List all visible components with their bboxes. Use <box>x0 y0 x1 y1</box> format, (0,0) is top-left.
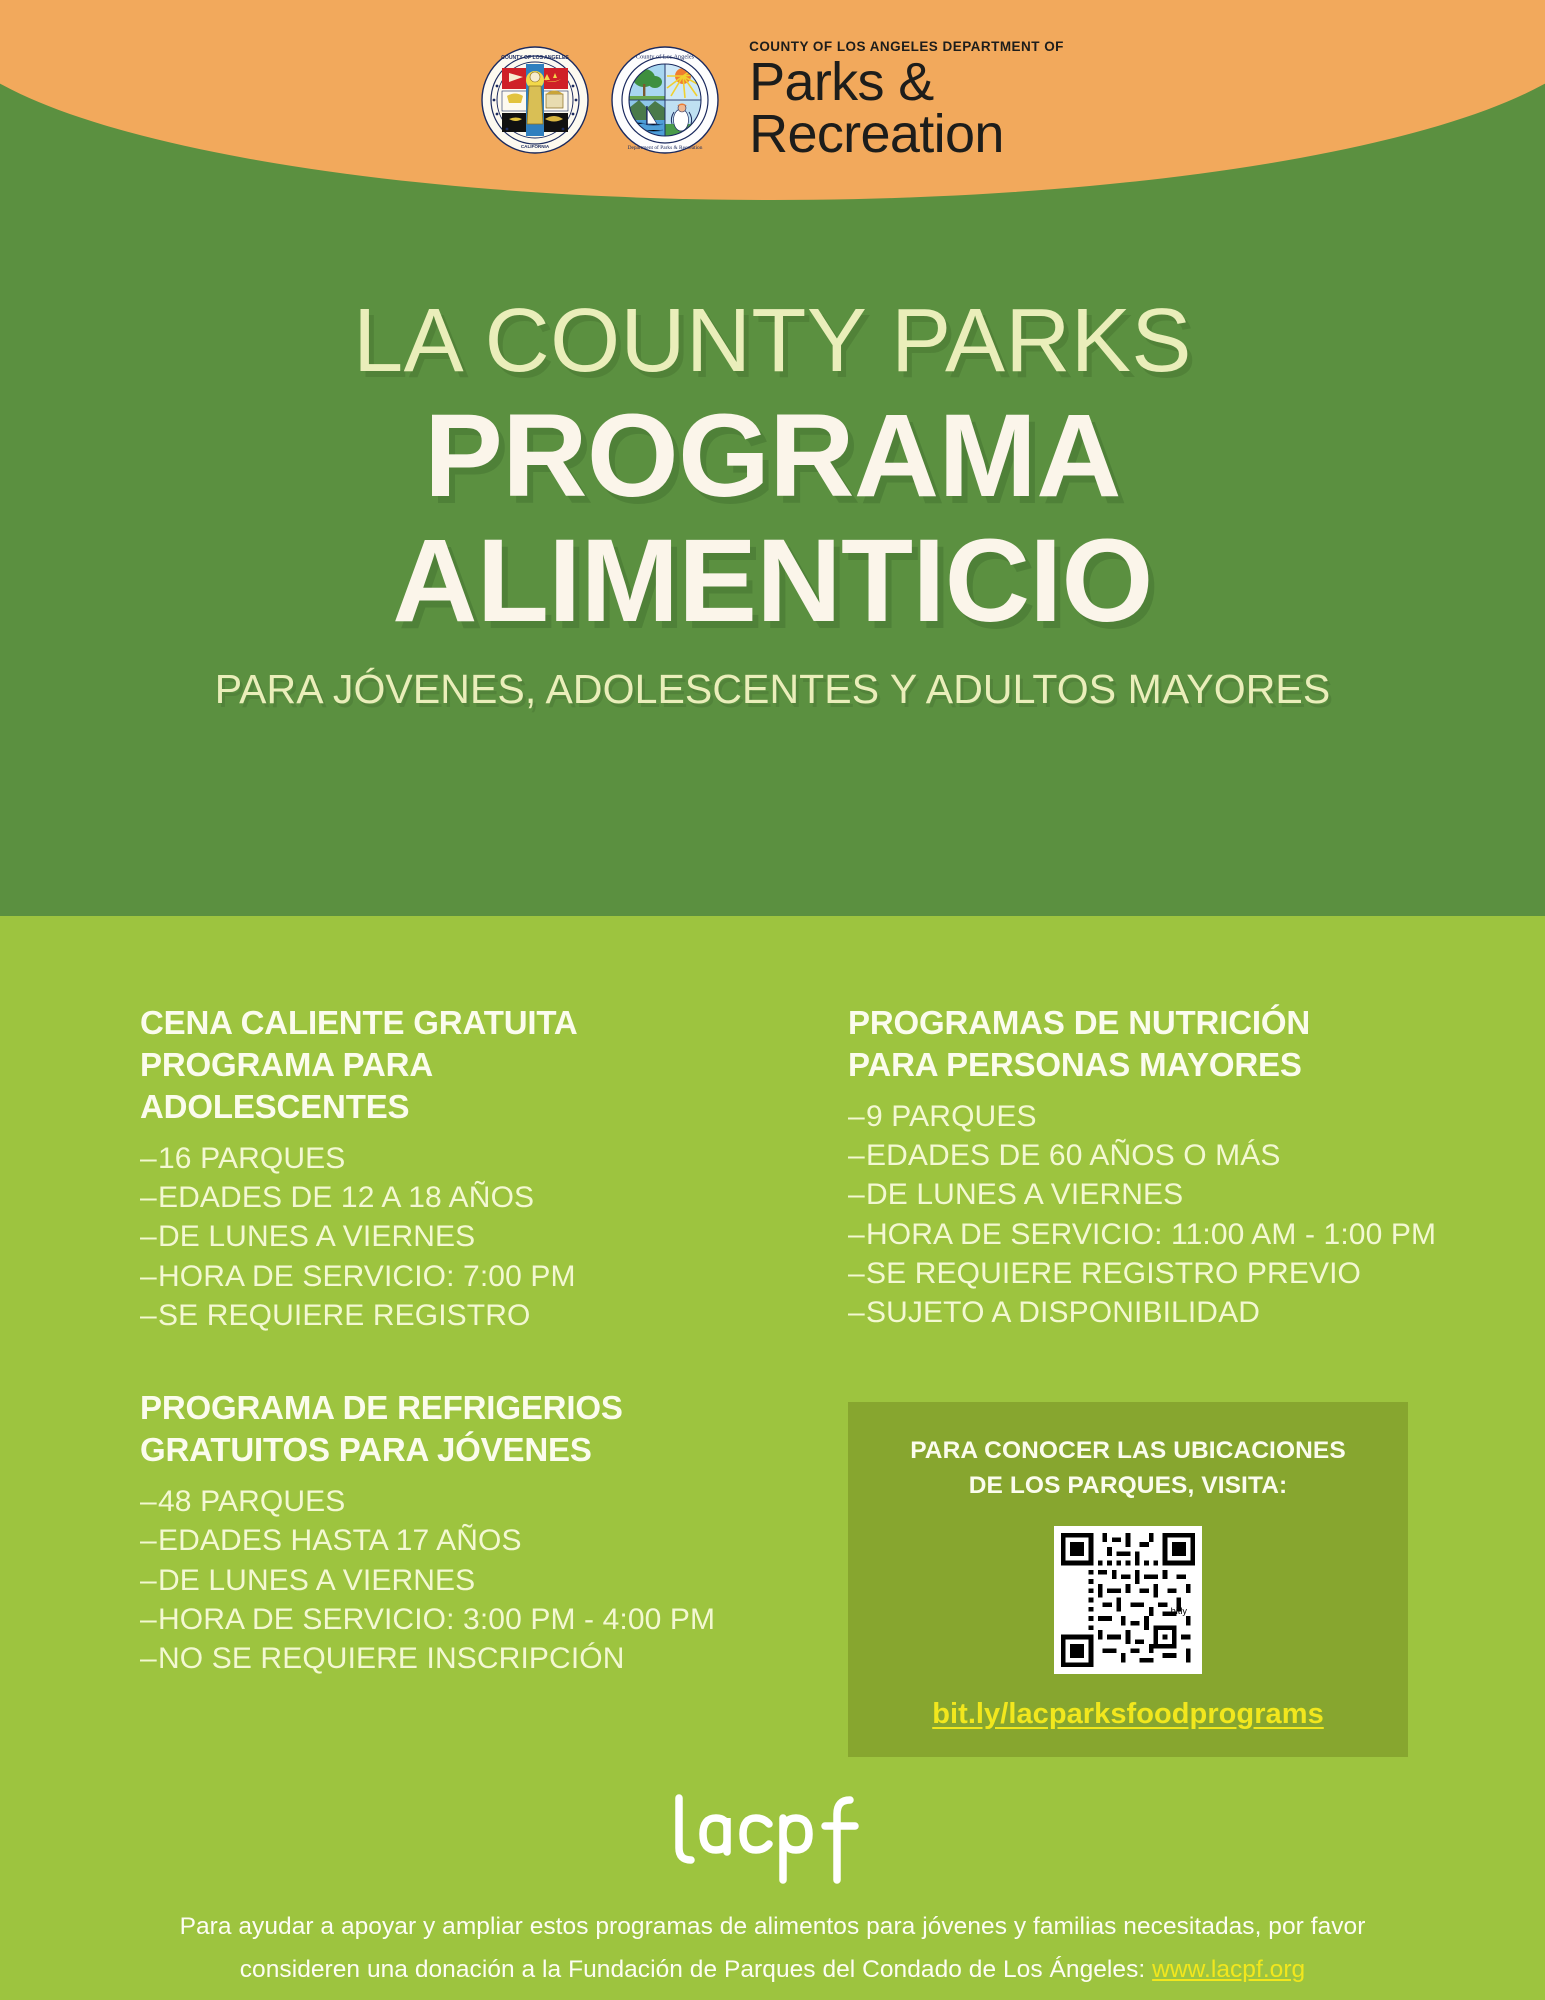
qr-panel-title-line-2: DE LOS PARQUES, VISITA: <box>968 1471 1288 1499</box>
list-item <box>140 1139 700 1178</box>
lacpf-logo <box>0 1792 1545 1892</box>
list-item <box>848 1097 1448 1136</box>
section-teen-dinner <box>140 1002 700 1335</box>
senior-nutrition-heading-line-2: PARA PERSONAS MAYORES <box>848 1045 1302 1083</box>
dash-bullet-icon: – <box>140 1602 157 1636</box>
qr-panel-title-line-1: PARA CONOCER LAS UBICACIONES <box>910 1437 1346 1464</box>
youth-snack-list <box>140 1482 716 1678</box>
list-item <box>848 1254 1448 1293</box>
left-column <box>140 1002 716 1679</box>
dash-bullet-icon: – <box>848 1217 865 1251</box>
list-item <box>140 1296 700 1335</box>
list-item <box>140 1561 700 1600</box>
teen-dinner-heading-line-1: CENA CALIENTE GRATUITA <box>140 1004 578 1041</box>
section-senior-nutrition <box>848 1002 1448 1333</box>
dash-bullet-icon: – <box>140 1181 157 1215</box>
seal-california-text: CALIFORNIA <box>520 144 550 149</box>
dash-bullet-icon: – <box>140 1259 157 1293</box>
dash-bullet-icon: – <box>140 1563 157 1597</box>
dash-bullet-icon: – <box>140 1141 157 1175</box>
right-column <box>848 1002 1448 1333</box>
teen-dinner-list <box>140 1139 700 1335</box>
header-content <box>0 0 1545 200</box>
svg-text:bitly: bitly <box>1170 1605 1188 1616</box>
header-band <box>0 0 1545 220</box>
list-item-label: SE REQUIERE REGISTRO PREVIO <box>866 1257 1362 1290</box>
footer-line-2 <box>0 1949 1545 1992</box>
section-youth-snack <box>140 1387 716 1678</box>
footer-donation-text <box>0 1906 1545 1992</box>
qr-panel-title <box>848 1402 1408 1504</box>
list-item-label: SUJETO A DISPONIBILIDAD <box>866 1296 1260 1330</box>
dash-bullet-icon: – <box>848 1139 865 1173</box>
list-item-label: EDADES DE 60 AÑOS O MÁS <box>866 1139 1281 1173</box>
list-item <box>140 1639 700 1678</box>
column-spacer <box>140 1335 700 1387</box>
brand-line-1: Parks & <box>749 52 934 113</box>
list-item-label: NO SE REQUIERE INSCRIPCIÓN <box>158 1642 625 1676</box>
list-item-label: DE LUNES A VIERNES <box>158 1563 476 1597</box>
seal-county-text: COUNTY OF LOS ANGELES <box>501 55 569 61</box>
dash-bullet-icon: – <box>848 1099 865 1133</box>
teen-dinner-heading <box>140 1002 700 1128</box>
list-item-label: 9 PARQUES <box>866 1099 1037 1133</box>
footer-line-1: Para ayudar a apoyar y ampliar estos programas de alimentos para jóvenes y familias necesitadas, por favor <box>179 1913 1366 1940</box>
youth-snack-heading-line-1: PROGRAMA DE REFRIGERIOS <box>140 1389 623 1427</box>
qr-code-icon[interactable] <box>1054 1526 1202 1674</box>
list-item <box>140 1600 716 1639</box>
list-item <box>848 1175 1448 1214</box>
list-item-label: SE REQUIERE REGISTRO <box>158 1298 531 1332</box>
hero-subtitle: PARA JÓVENES, ADOLESCENTES Y ADULTOS MAYORES <box>214 666 1331 713</box>
list-item <box>140 1217 700 1256</box>
hero-title-line-2: ALIMENTICIO <box>392 515 1153 648</box>
hero-section <box>0 200 1545 916</box>
list-item <box>848 1215 1448 1254</box>
senior-nutrition-heading-line-1: PROGRAMAS DE NUTRICIÓN <box>848 1004 1311 1041</box>
brand-line-2: Recreation <box>749 104 1004 164</box>
dash-bullet-icon: – <box>848 1257 865 1290</box>
qr-locations-panel <box>848 1402 1408 1757</box>
dash-bullet-icon: – <box>848 1296 865 1330</box>
list-item-label: EDADES HASTA 17 AÑOS <box>158 1524 522 1558</box>
lacpf-website-link[interactable]: www.lacpf.org <box>1152 1955 1306 1983</box>
senior-nutrition-heading <box>848 1002 1448 1086</box>
list-item <box>848 1293 1448 1332</box>
list-item-label: EDADES DE 12 A 18 AÑOS <box>158 1181 535 1215</box>
qr-bitly-link[interactable]: bit.ly/lacparksfoodprograms <box>932 1697 1324 1730</box>
parks-recreation-wordmark <box>749 39 1064 164</box>
dash-bullet-icon: – <box>140 1524 157 1558</box>
dash-bullet-icon: – <box>140 1220 157 1254</box>
list-item-label: HORA DE SERVICIO: 3:00 PM - 4:00 PM <box>158 1602 716 1636</box>
la-county-seal-icon <box>481 46 589 154</box>
list-item <box>140 1521 700 1560</box>
youth-snack-heading <box>140 1387 700 1471</box>
youth-snack-heading-line-2: GRATUITOS PARA JÓVENES <box>140 1431 592 1469</box>
list-item <box>140 1482 700 1521</box>
list-item-label: DE LUNES A VIERNES <box>866 1178 1184 1212</box>
senior-nutrition-list <box>848 1097 1448 1333</box>
footer-line-2-prefix: consideren una donación a la Fundación de Parques del Condado de Los Ángeles: <box>239 1955 1153 1983</box>
list-item <box>848 1136 1448 1175</box>
header-eyebrow: COUNTY OF LOS ANGELES DEPARTMENT OF <box>749 39 1064 55</box>
body-section <box>0 916 1545 2000</box>
list-item <box>140 1257 700 1296</box>
teen-dinner-heading-line-2: PROGRAMA PARA ADOLESCENTES <box>140 1045 432 1125</box>
list-item-label: HORA DE SERVICIO: 11:00 AM - 1:00 PM <box>866 1217 1437 1251</box>
list-item-label: 48 PARQUES <box>158 1485 346 1519</box>
hero-eyebrow-title: LA COUNTY PARKS <box>353 291 1192 391</box>
hero-title-line-1: PROGRAMA <box>424 390 1121 522</box>
list-item-label: DE LUNES A VIERNES <box>158 1220 476 1254</box>
list-item-label: HORA DE SERVICIO: 7:00 PM <box>158 1259 576 1293</box>
seal-parks-top-text: County of Los Angeles <box>635 53 695 61</box>
seal-parks-bottom-text: Department of Parks & Recreation <box>627 145 703 151</box>
list-item-label: 16 PARQUES <box>158 1141 346 1175</box>
dash-bullet-icon: – <box>140 1485 157 1519</box>
dash-bullet-icon: – <box>140 1642 157 1676</box>
dash-bullet-icon: – <box>140 1298 157 1332</box>
parks-recreation-seal-icon <box>611 46 719 154</box>
list-item <box>140 1178 700 1217</box>
dash-bullet-icon: – <box>848 1178 865 1212</box>
